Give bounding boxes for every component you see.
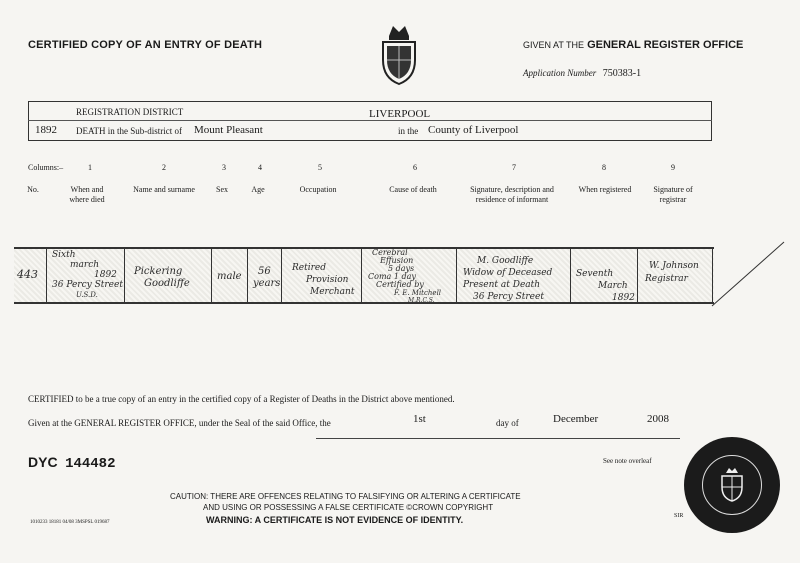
- entry-cause: [368, 249, 441, 305]
- caution-line-1: CAUTION: THERE ARE OFFENCES RELATING TO FALSIFYING OR ALTERING A CERTIFICATE: [170, 492, 521, 501]
- certificate-serial: [28, 454, 115, 472]
- day-of-label: day of: [496, 418, 519, 428]
- column-number: 2: [162, 163, 166, 172]
- entry-when-where-line: march: [70, 260, 100, 270]
- date-underline: [316, 438, 680, 439]
- royal-arms-icon: [377, 22, 421, 88]
- entry-occupation-line: Merchant: [310, 287, 355, 297]
- column-number: 4: [258, 163, 262, 172]
- application-number-label: Application Number: [523, 68, 597, 78]
- certified-month: December: [553, 413, 599, 425]
- application-number-row: [523, 68, 641, 79]
- entry-registrar-line: Registrar: [645, 274, 688, 284]
- column-divider: [247, 247, 248, 304]
- entry-age-line: 56: [258, 266, 271, 277]
- column-header-sex: Sex: [216, 185, 228, 194]
- column-header-age: Age: [251, 185, 265, 194]
- registration-district-label: REGISTRATION DISTRICT: [76, 107, 184, 117]
- entry-cause-line: Certified by: [376, 280, 424, 289]
- given-statement: Given at the GENERAL REGISTER OFFICE, under the Seal of the said Office, the: [28, 418, 331, 428]
- entry-cause-line: Effusion: [380, 256, 414, 265]
- entry-informant-line: 36 Percy Street: [473, 292, 544, 302]
- column-header-registrar: Signature of registrar: [653, 185, 693, 204]
- given-at-office: GENERAL REGISTER OFFICE: [587, 39, 744, 51]
- entry-age-line: years: [253, 278, 281, 289]
- entry-when-where: [52, 250, 123, 300]
- entry-name-line: Goodliffe: [144, 278, 190, 289]
- column-number: 6: [413, 163, 417, 172]
- print-code: 1010233 18181 04/08 3MSPSL 019687: [30, 520, 110, 525]
- serial-number: 144482: [65, 456, 116, 472]
- sir-mark: SIR: [674, 513, 684, 519]
- sub-district-label: DEATH in the Sub-district of: [76, 126, 182, 136]
- entry-when-where-line: 1892: [94, 270, 117, 280]
- column-divider: [456, 247, 457, 304]
- entry-registrar-line: W. Johnson: [649, 261, 699, 271]
- column-header-name: Name and surname: [133, 185, 195, 194]
- entry-sex: male: [217, 271, 242, 282]
- column-divider: [281, 247, 282, 304]
- column-number: 9: [671, 163, 675, 172]
- county-value: County of Liverpool: [428, 124, 519, 136]
- identity-warning: WARNING: A CERTIFICATE IS NOT EVIDENCE OF IDENTITY.: [206, 515, 464, 525]
- certified-day: 1st: [413, 413, 426, 425]
- entry-cause-line: M.R.C.S.: [408, 297, 435, 304]
- column-divider: [124, 247, 125, 304]
- diagonal-line-icon: [708, 240, 788, 308]
- entry-informant-line: Widow of Deceased: [463, 268, 553, 278]
- entry-occupation-line: Provision: [306, 275, 349, 285]
- columns-label: Columns:–: [28, 163, 64, 172]
- given-at-heading: [523, 39, 743, 51]
- seal-crest-icon: [716, 467, 748, 503]
- entry-name-line: Pickering: [134, 266, 183, 277]
- entry-informant-line: M. Goodliffe: [477, 256, 534, 266]
- column-header-no: No.: [27, 185, 39, 194]
- column-header-registered: When registered: [578, 185, 632, 194]
- sub-district-value: Mount Pleasant: [194, 124, 263, 136]
- in-the-label: in the: [398, 126, 419, 136]
- certified-year: 2008: [647, 413, 669, 425]
- column-header-when-where: When and where died: [69, 185, 105, 204]
- registration-district-value: LIVERPOOL: [369, 108, 431, 120]
- certificate-title: CERTIFIED COPY OF AN ENTRY OF DEATH: [28, 39, 263, 51]
- given-at-prefix: GIVEN AT THE: [523, 40, 585, 50]
- entry-cause-line: F. E. Mitchell: [394, 289, 442, 297]
- entry-occupation: [292, 262, 354, 298]
- registration-year: 1892: [35, 124, 57, 136]
- column-divider: [570, 247, 571, 304]
- certified-statement: CERTIFIED to be a true copy of an entry in the certified copy of a Register of Deaths in the District above mentioned.: [28, 394, 455, 404]
- column-number: 1: [88, 163, 92, 172]
- entry-number: 443: [17, 268, 38, 281]
- entry-registered-line: March: [598, 281, 628, 291]
- column-number: 8: [602, 163, 606, 172]
- column-divider: [46, 247, 47, 304]
- see-note-overleaf: See note overleaf: [603, 457, 652, 465]
- entry-registrar: [641, 260, 699, 286]
- entry-registered-line: Seventh: [576, 269, 614, 279]
- column-divider: [211, 247, 212, 304]
- column-number: 7: [512, 163, 516, 172]
- serial-prefix: DYC: [28, 454, 58, 470]
- registration-box-divider: [28, 120, 712, 121]
- column-header-cause: Cause of death: [389, 185, 437, 194]
- entry-when-where-line: 36 Percy Street: [52, 280, 123, 290]
- entry-age: [253, 266, 280, 290]
- column-number: 5: [318, 163, 322, 172]
- caution-line-2: AND USING OR POSSESSING A FALSE CERTIFICATE ©CROWN COPYRIGHT: [203, 503, 494, 512]
- column-header-occupation: Occupation: [299, 185, 337, 194]
- entry-registered-line: 1892: [612, 293, 635, 303]
- entry-name: [134, 266, 190, 290]
- column-header-informant: Signature, description and residence of informant: [470, 185, 554, 204]
- entry-cause-line: Cerebral: [372, 248, 408, 257]
- entry-when-where-line: U.S.D.: [76, 291, 98, 299]
- entry-occupation-line: Retired: [292, 263, 326, 273]
- entry-when-where-line: Sixth: [52, 250, 76, 260]
- entry-cause-line: Coma 1 day: [368, 272, 416, 281]
- column-divider: [361, 247, 362, 304]
- column-divider: [637, 247, 638, 304]
- entry-informant-line: Present at Death: [463, 280, 541, 290]
- application-number: 750383-1: [602, 68, 642, 79]
- entry-cause-line: 5 days: [388, 264, 415, 273]
- general-register-office-seal: [684, 437, 780, 533]
- entry-registered: [576, 268, 635, 304]
- column-number: 3: [222, 163, 226, 172]
- entry-informant: [463, 255, 552, 303]
